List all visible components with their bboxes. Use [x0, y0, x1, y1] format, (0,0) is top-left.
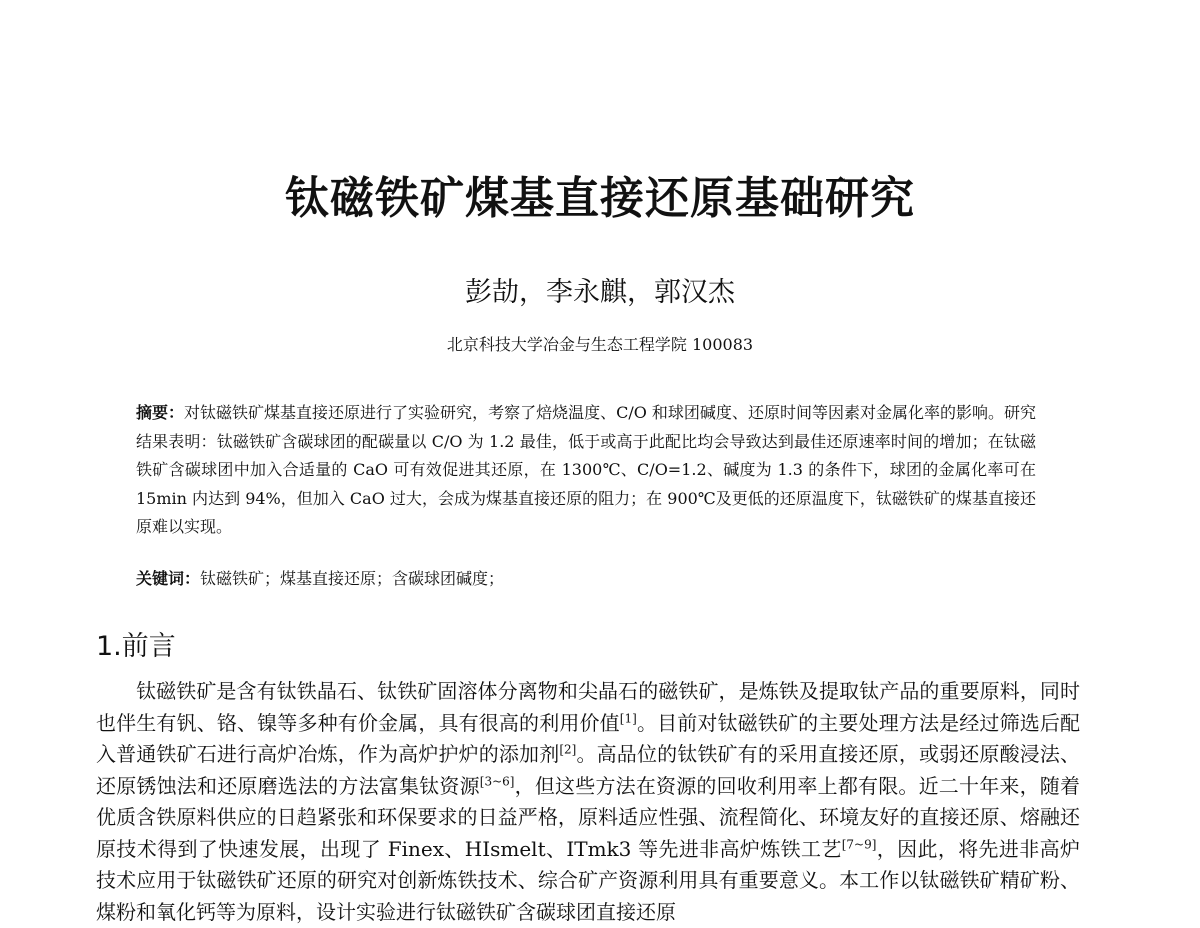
citation-ref[interactable]: [7~9]	[841, 836, 877, 851]
body-segment: ，但这些方法在资源的回收利用率上都有限。近二十年来，随着优质含铁原料供应的日趋紧张和环保要求的日益严格，原料适应性强、流程简化、环境友好的直接还原、熔融还原技术得到了快速发展，出现了 Finex、HIsmelt、ITmk3 等先进非高炉炼铁工艺	[96, 773, 1081, 861]
keywords-label: 关键词：	[136, 569, 201, 588]
abstract-label: 摘要：	[136, 403, 185, 422]
section-body	[96, 676, 1080, 928]
author-list: 彭劼，李永麒，郭汉杰	[465, 277, 735, 308]
paper-title: 钛磁铁矿煤基直接还原基础研究	[285, 173, 915, 224]
abstract	[136, 399, 1036, 542]
body-segment: 。高品位的钛铁矿有的采用直接还原，或弱还原酸浸法、还原锈蚀法和还原磨选法的方法富集钛资源	[96, 742, 1081, 798]
keywords	[136, 567, 1036, 591]
affiliation: 北京科技大学冶金与生态工程学院 100083	[446, 335, 754, 354]
section-heading: 1.前言	[96, 631, 176, 662]
citation-ref[interactable]: [3~6]	[479, 773, 515, 788]
citation-ref[interactable]: [1]	[619, 710, 637, 725]
citation-ref[interactable]: [2]	[559, 742, 577, 757]
body-segment: ，因此，将先进非高炉技术应用于钛磁铁矿还原的研究对创新炼铁技术、综合矿产资源利用具有重要意义。本工作以钛磁铁矿精矿粉、煤粉和氧化钙等为原料，设计实验进行钛磁铁矿含碳球团直接还原	[96, 836, 1081, 924]
abstract-text: 对钛磁铁矿煤基直接还原进行了实验研究，考察了焙烧温度、C/O 和球团碱度、还原时间等因素对金属化率的影响。研究结果表明：钛磁铁矿含碳球团的配碳量以 C/O 为 1.2 最佳，低于或高于此配比均会导致达到最佳还原速率时间的增加；在钛磁铁矿含碳球团中加入合适量的 CaO 可有效促进其还原，在 1300℃、C/O=1.2、碱度为 1.3 的条件下，球团的金属化率可在 15min 内达到 94%，但加入 CaO 过大，会成为煤基直接还原的阻力；在 900℃及更低的还原温度下，钛磁铁矿的煤基直接还原难以实现。	[136, 403, 1036, 537]
keywords-text: 钛磁铁矿；煤基直接还原；含碳球团碱度；	[200, 569, 505, 588]
body-segment: 钛磁铁矿是含有钛铁晶石、钛铁矿固溶体分离物和尖晶石的磁铁矿，是炼铁及提取钛产品的重要原料，同时也伴生有钒、铬、镍等多种有价金属，具有很高的利用价值	[96, 679, 1080, 735]
body-segment: 。目前对钛磁铁矿的主要处理方法是经过筛选后配入普通铁矿石进行高炉冶炼，作为高炉护炉的添加剂	[96, 710, 1081, 766]
